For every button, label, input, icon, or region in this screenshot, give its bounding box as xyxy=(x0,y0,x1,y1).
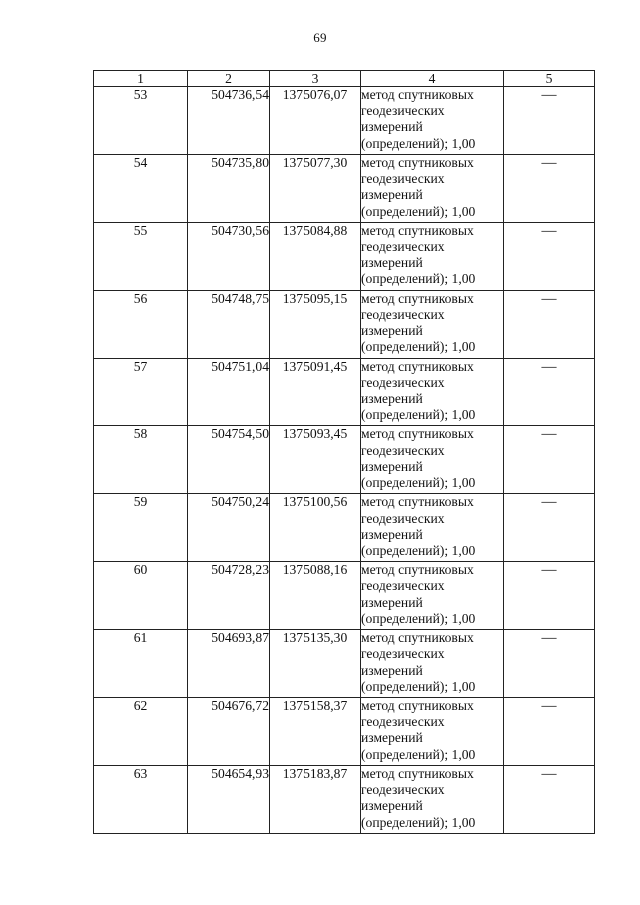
point-number-cell: 55 xyxy=(94,222,188,290)
table-body xyxy=(94,87,595,834)
method-line: метод спутниковых xyxy=(361,494,474,510)
method-line: геодезических xyxy=(361,171,445,187)
x-coordinate-cell: 504730,56 xyxy=(188,222,270,290)
method-line: геодезических xyxy=(361,306,445,322)
point-number-cell: 58 xyxy=(94,426,188,494)
method-cell xyxy=(361,87,504,155)
table-row xyxy=(94,426,595,494)
column-5-cell: — xyxy=(504,87,595,155)
point-number-cell: 54 xyxy=(94,154,188,222)
method-line: измерений xyxy=(361,255,423,271)
table-row xyxy=(94,494,595,562)
point-number-cell: 61 xyxy=(94,630,188,698)
table-row xyxy=(94,87,595,155)
column-5-cell: — xyxy=(504,765,595,833)
method-line: измерений xyxy=(361,798,423,814)
y-coordinate-cell: 1375084,88 xyxy=(270,222,361,290)
y-coordinate-cell: 1375088,16 xyxy=(270,562,361,630)
point-number-cell: 62 xyxy=(94,698,188,766)
method-line: (определений); 1,00 xyxy=(361,271,476,287)
method-line: геодезических xyxy=(361,714,445,730)
y-coordinate-cell: 1375093,45 xyxy=(270,426,361,494)
x-coordinate-cell: 504676,72 xyxy=(188,698,270,766)
column-5-cell: — xyxy=(504,494,595,562)
method-line: геодезических xyxy=(361,782,445,798)
table-header xyxy=(94,71,595,87)
column-header: 5 xyxy=(504,71,595,87)
method-line: (определений); 1,00 xyxy=(361,339,476,355)
x-coordinate-cell: 504751,04 xyxy=(188,358,270,426)
method-cell xyxy=(361,358,504,426)
method-line: (определений); 1,00 xyxy=(361,203,476,219)
column-5-cell: — xyxy=(504,426,595,494)
method-line: (определений); 1,00 xyxy=(361,135,476,151)
method-line: метод спутниковых xyxy=(361,765,474,781)
method-line: метод спутниковых xyxy=(361,630,474,646)
y-coordinate-cell: 1375091,45 xyxy=(270,358,361,426)
column-5-cell: — xyxy=(504,222,595,290)
method-line: метод спутниковых xyxy=(361,154,474,170)
method-line: (определений); 1,00 xyxy=(361,814,476,830)
method-line: (определений); 1,00 xyxy=(361,678,476,694)
table-row xyxy=(94,290,595,358)
method-line: метод спутниковых xyxy=(361,87,474,102)
y-coordinate-cell: 1375135,30 xyxy=(270,630,361,698)
method-line: метод спутниковых xyxy=(361,358,474,374)
column-header: 3 xyxy=(270,71,361,87)
x-coordinate-cell: 504748,75 xyxy=(188,290,270,358)
y-coordinate-cell: 1375076,07 xyxy=(270,87,361,155)
table-row xyxy=(94,630,595,698)
point-number-cell: 60 xyxy=(94,562,188,630)
x-coordinate-cell: 504750,24 xyxy=(188,494,270,562)
method-line: (определений); 1,00 xyxy=(361,746,476,762)
method-line: (определений); 1,00 xyxy=(361,407,476,423)
method-line: метод спутниковых xyxy=(361,290,474,306)
method-line: измерений xyxy=(361,594,423,610)
method-line: (определений); 1,00 xyxy=(361,475,476,491)
y-coordinate-cell: 1375100,56 xyxy=(270,494,361,562)
method-line: геодезических xyxy=(361,442,445,458)
x-coordinate-cell: 504735,80 xyxy=(188,154,270,222)
y-coordinate-cell: 1375077,30 xyxy=(270,154,361,222)
table-row xyxy=(94,358,595,426)
column-5-cell: — xyxy=(504,358,595,426)
column-5-cell: — xyxy=(504,154,595,222)
column-header: 4 xyxy=(361,71,504,87)
point-number-cell: 56 xyxy=(94,290,188,358)
method-cell xyxy=(361,154,504,222)
method-cell xyxy=(361,698,504,766)
page-number: 69 xyxy=(313,30,327,45)
method-cell xyxy=(361,630,504,698)
method-line: метод спутниковых xyxy=(361,562,474,578)
method-line: геодезических xyxy=(361,103,445,119)
y-coordinate-cell: 1375183,87 xyxy=(270,765,361,833)
table-row xyxy=(94,222,595,290)
table-row xyxy=(94,765,595,833)
method-line: измерений xyxy=(361,662,423,678)
method-line: (определений); 1,00 xyxy=(361,610,476,626)
method-cell xyxy=(361,494,504,562)
table-row xyxy=(94,562,595,630)
method-cell xyxy=(361,426,504,494)
coordinates-table xyxy=(93,70,595,834)
column-5-cell: — xyxy=(504,630,595,698)
method-line: измерений xyxy=(361,323,423,339)
method-line: метод спутниковых xyxy=(361,222,474,238)
method-line: (определений); 1,00 xyxy=(361,542,476,558)
method-cell xyxy=(361,222,504,290)
table-row xyxy=(94,154,595,222)
table-row xyxy=(94,698,595,766)
x-coordinate-cell: 504736,54 xyxy=(188,87,270,155)
method-cell xyxy=(361,765,504,833)
x-coordinate-cell: 504754,50 xyxy=(188,426,270,494)
method-line: геодезических xyxy=(361,238,445,254)
y-coordinate-cell: 1375095,15 xyxy=(270,290,361,358)
point-number-cell: 59 xyxy=(94,494,188,562)
method-cell xyxy=(361,290,504,358)
method-cell xyxy=(361,562,504,630)
method-line: измерений xyxy=(361,730,423,746)
column-5-cell: — xyxy=(504,562,595,630)
header-row xyxy=(94,71,595,87)
method-line: геодезических xyxy=(361,374,445,390)
point-number-cell: 53 xyxy=(94,87,188,155)
point-number-cell: 63 xyxy=(94,765,188,833)
point-number-cell: 57 xyxy=(94,358,188,426)
column-header: 1 xyxy=(94,71,188,87)
method-line: метод спутниковых xyxy=(361,698,474,714)
method-line: измерений xyxy=(361,187,423,203)
x-coordinate-cell: 504728,23 xyxy=(188,562,270,630)
method-line: геодезических xyxy=(361,578,445,594)
method-line: измерений xyxy=(361,119,423,135)
y-coordinate-cell: 1375158,37 xyxy=(270,698,361,766)
method-line: метод спутниковых xyxy=(361,426,474,442)
method-line: измерений xyxy=(361,526,423,542)
x-coordinate-cell: 504693,87 xyxy=(188,630,270,698)
column-header: 2 xyxy=(188,71,270,87)
method-line: геодезических xyxy=(361,510,445,526)
method-line: измерений xyxy=(361,458,423,474)
x-coordinate-cell: 504654,93 xyxy=(188,765,270,833)
column-5-cell: — xyxy=(504,290,595,358)
column-5-cell: — xyxy=(504,698,595,766)
method-line: измерений xyxy=(361,390,423,406)
method-line: геодезических xyxy=(361,646,445,662)
